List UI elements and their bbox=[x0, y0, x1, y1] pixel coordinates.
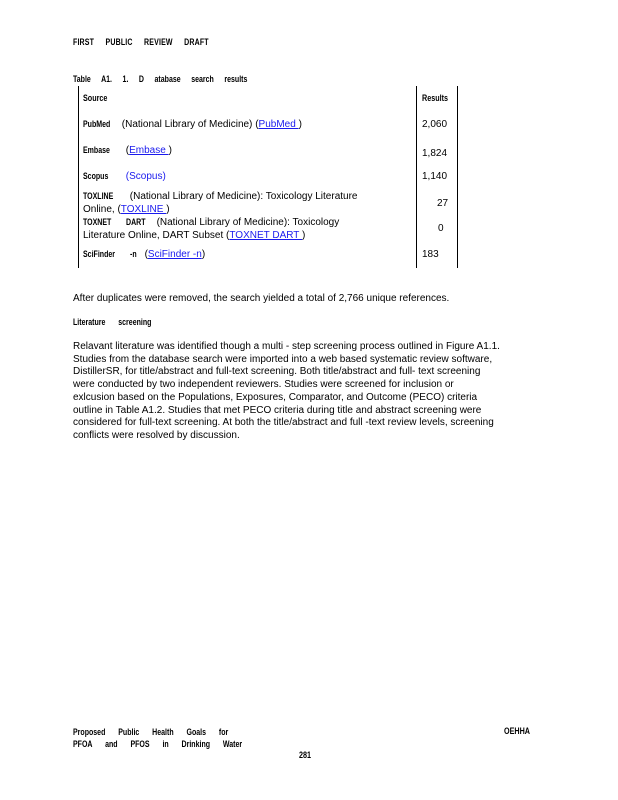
source-description: (National Library of Medicine): Toxicology Literature bbox=[129, 191, 358, 202]
paragraph-line: were conducted by two independent reviewers. Studies were screened for inclusion or bbox=[73, 379, 454, 391]
source-name-part: DART bbox=[125, 217, 146, 227]
result-value: 2,060 bbox=[422, 119, 448, 130]
result-value: 1,140 bbox=[422, 171, 448, 182]
source-description: (National Library of Medicine): Toxicology bbox=[156, 217, 340, 228]
footer-document-title: Proposed Public Health Goals for PFOA and PFOS in Drinking Water bbox=[73, 727, 243, 749]
page-number: 281 bbox=[299, 750, 312, 760]
source-name: Embase bbox=[83, 145, 110, 155]
database-results-table: Source Results PubMed (National Library of Medicine) (PubMed ) 2,060 Embase (Embase ) 1,824 Scopus (Scopus) 1,140 TOXLINE (National Library of Medicine): Toxicology Literature Online, (TOXLINE ) 27 TOXNET DART (National Library of Medicine): Toxicology Literature Online, DART Subset (TOXNET DART ) 0 SciFinder -n (SciFinder -n) 183 bbox=[78, 86, 458, 268]
dedup-sentence: After duplicates were removed, the search yielded a total of 2,766 unique references. bbox=[73, 293, 450, 304]
paragraph-line: considered for full-text screening. At both the title/abstract and full -text review levels, screening bbox=[73, 417, 494, 429]
paragraph-line: DistillerSR, for title/abstract and full-text screening. Both title/abstract and full- text screening bbox=[73, 366, 481, 378]
source-name: SciFinder bbox=[83, 249, 115, 259]
source-description: (National Library of Medicine) bbox=[121, 119, 253, 130]
table-caption: Table A1. 1. D atabase search results bbox=[73, 74, 248, 84]
paragraph-line: Relavant literature was identified though a multi - step screening process outlined in Figure A1.1. bbox=[73, 341, 500, 352]
toxline-link[interactable]: TOXLINE bbox=[120, 204, 167, 215]
result-value: 27 bbox=[437, 198, 449, 209]
paragraph-line: exlcusion based on the Populations, Exposures, Comparator, and Outcome (PECO) criteria bbox=[73, 391, 478, 403]
paragraph-line: Studies from the database search were imported into a web based systematic review software, bbox=[73, 353, 493, 365]
result-value: 1,824 bbox=[422, 148, 448, 159]
result-value: 183 bbox=[422, 249, 439, 260]
footer-agency: OEHHA bbox=[504, 726, 531, 736]
paragraph-line: conflicts were resolved by discussion. bbox=[73, 429, 240, 441]
section-heading: Literature screening bbox=[73, 317, 152, 327]
paragraph-line: outline in Table A1.2. Studies that met PECO criteria during title and abstract screening were bbox=[73, 404, 482, 416]
pubmed-link[interactable]: PubMed bbox=[258, 119, 299, 130]
column-divider bbox=[416, 86, 417, 268]
embase-link[interactable]: Embase bbox=[129, 145, 169, 156]
scifinder-link[interactable]: SciFinder -n bbox=[147, 249, 202, 260]
screening-paragraph bbox=[73, 341, 553, 443]
result-value: 0 bbox=[438, 223, 444, 234]
draft-header: FIRST PUBLIC REVIEW DRAFT bbox=[73, 37, 209, 47]
source-column-header: Source bbox=[83, 93, 108, 103]
results-column-header: Results bbox=[422, 93, 449, 103]
source-name: Scopus bbox=[83, 171, 109, 181]
scopus-link[interactable]: (Scopus) bbox=[125, 171, 166, 182]
toxnet-dart-link[interactable]: TOXNET DART bbox=[229, 230, 302, 241]
source-name: TOXNET bbox=[83, 217, 112, 227]
source-name: PubMed bbox=[83, 119, 111, 129]
source-name: TOXLINE bbox=[83, 191, 114, 201]
